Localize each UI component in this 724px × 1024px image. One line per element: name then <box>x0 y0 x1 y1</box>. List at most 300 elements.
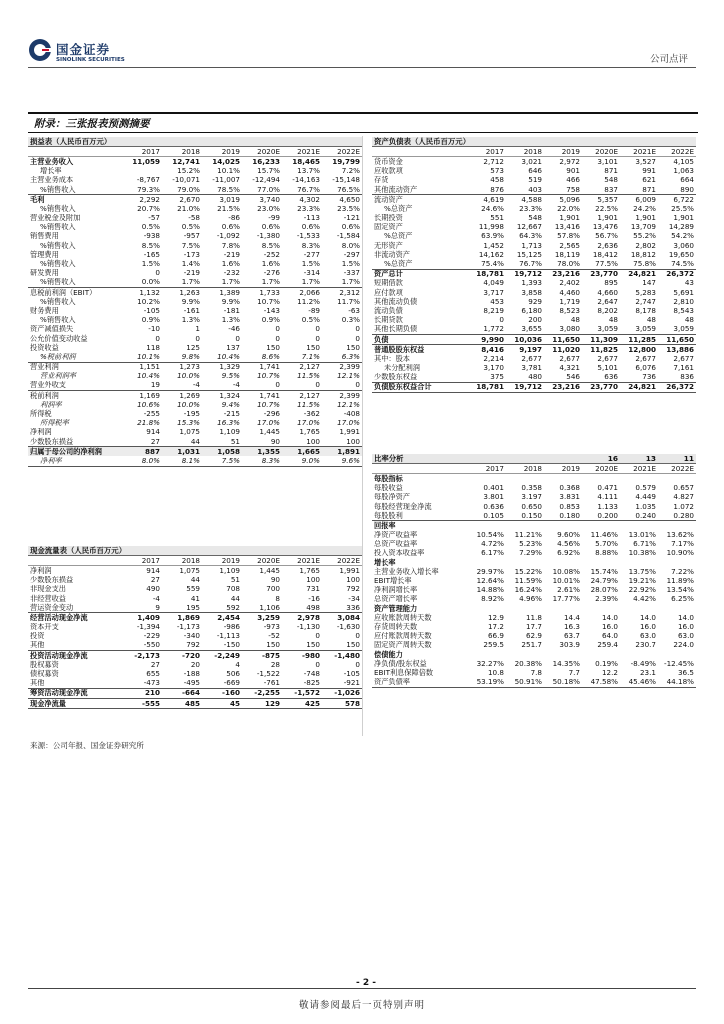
year-header: 2020E <box>242 147 282 157</box>
row-value: 19,712 <box>506 382 544 392</box>
row-label: 固定资产周转天数 <box>374 640 432 650</box>
row-value: 24,821 <box>620 382 658 392</box>
row-value <box>544 604 582 613</box>
row-value: 991 <box>642 166 656 176</box>
row-value: 118 <box>146 343 160 352</box>
row-label: %总资产 <box>384 231 413 241</box>
row-value: 7.22% <box>671 567 694 576</box>
row-value: 48 <box>646 315 656 325</box>
row-value: 100 <box>346 437 360 446</box>
table-row <box>372 195 696 205</box>
row-label: EBIT增长率 <box>374 576 412 586</box>
row-value: -12,494 <box>252 175 280 185</box>
row-value: 480 <box>528 372 542 382</box>
row-value: 1,901 <box>559 213 580 223</box>
row-value: -63 <box>348 306 360 315</box>
row-value: 62.9 <box>525 631 542 641</box>
row-value: 15.2% <box>177 166 200 176</box>
row-value: 1.7% <box>221 277 240 287</box>
row-value: 3,019 <box>202 195 242 205</box>
row-value: 8.0% <box>122 456 162 466</box>
row-value: 13,886 <box>658 345 696 355</box>
table-row <box>28 679 362 689</box>
row-label: 主营业务收入增长率 <box>374 567 439 576</box>
row-value: 3,717 <box>483 288 504 297</box>
footer-divider <box>28 988 696 989</box>
row-value: 1,991 <box>339 427 360 437</box>
row-value: 1.5% <box>301 259 320 269</box>
row-value: -121 <box>343 213 360 223</box>
header-extra-value <box>468 454 506 464</box>
row-value: 3,084 <box>322 613 362 623</box>
row-value: -15,148 <box>332 175 360 185</box>
row-value: 45.46% <box>620 678 658 688</box>
row-value: 4.96% <box>519 594 542 604</box>
table-row <box>372 214 696 223</box>
row-value: 636 <box>604 372 618 382</box>
row-label: 负债股东权益合计 <box>372 382 468 392</box>
table-row <box>372 622 696 631</box>
row-value: 548 <box>604 175 618 185</box>
row-value: 490 <box>146 584 160 594</box>
row-value: 1,452 <box>483 241 504 250</box>
row-value: 10.4% <box>137 371 160 381</box>
row-value: 13,476 <box>592 222 618 232</box>
row-label: 净资产收益率 <box>374 530 418 540</box>
row-value: 23,216 <box>544 382 582 392</box>
row-value: 23.5% <box>337 204 360 213</box>
ratio-analysis-table <box>372 454 696 688</box>
row-value: -219 <box>183 268 200 278</box>
row-value: 4,619 <box>468 195 506 205</box>
row-value: 8.88% <box>595 548 618 558</box>
year-header: 2022E <box>658 147 696 157</box>
table-row <box>372 595 696 604</box>
row-label: 存货 <box>374 175 389 185</box>
row-value: 4.827 <box>673 492 694 502</box>
row-value: -1,394 <box>136 622 160 632</box>
row-value: 3,059 <box>597 324 618 334</box>
row-value: 7.5% <box>202 456 242 466</box>
row-value: 63.7 <box>563 631 580 641</box>
row-label: 固定资产 <box>374 222 403 232</box>
row-value: -337 <box>343 268 360 278</box>
row-value: 2,802 <box>635 241 656 250</box>
row-label: 投资收益 <box>30 343 59 352</box>
row-value: 4,650 <box>322 195 362 205</box>
row-value: 3,060 <box>673 241 694 250</box>
row-value: -4 <box>152 593 160 603</box>
row-value: 22.5% <box>595 204 618 213</box>
row-value: 11,309 <box>582 334 620 344</box>
table-row <box>372 540 696 549</box>
row-value: 15,125 <box>516 250 542 259</box>
row-value: 7.29% <box>519 548 542 558</box>
row-value: 8,416 <box>468 345 506 355</box>
row-value: 14.0 <box>639 613 656 622</box>
row-value: 4,588 <box>506 195 544 205</box>
row-value <box>122 167 162 176</box>
row-value: -11,007 <box>212 175 240 185</box>
row-value: 9.8% <box>181 352 200 361</box>
row-value: 3,080 <box>559 324 580 334</box>
row-value: 0.180 <box>559 511 580 520</box>
row-value: 914 <box>146 427 160 437</box>
row-value: 150 <box>266 640 280 650</box>
row-value: 16.24% <box>514 585 542 595</box>
row-value: 578 <box>322 699 362 709</box>
row-label: 长期投资 <box>374 213 403 223</box>
source-note: 来源：公司年报、国金证券研究所 <box>30 741 144 750</box>
row-value: 10.8 <box>487 668 504 677</box>
row-value: 3,858 <box>521 288 542 297</box>
row-label: 净利率 <box>28 456 122 466</box>
row-value: 2.61% <box>557 585 580 595</box>
row-value: 17.77% <box>552 594 580 604</box>
row-value: 7.1% <box>301 352 320 361</box>
row-label: 其他长期负债 <box>374 324 418 334</box>
row-value: 6.17% <box>481 548 504 558</box>
row-value: -255 <box>143 409 160 419</box>
row-value: 18,781 <box>468 269 506 279</box>
row-value: 4,105 <box>673 156 694 166</box>
row-label: 其中：股本 <box>374 354 410 363</box>
row-value: 5.23% <box>519 539 542 549</box>
row-value: 9.9% <box>221 297 240 306</box>
row-value: -1,480 <box>322 651 362 661</box>
row-value: 19.21% <box>628 576 656 586</box>
row-label: 增长率 <box>374 558 396 567</box>
row-label: 应收账款周转天数 <box>374 613 432 622</box>
row-value: 0 <box>355 324 360 334</box>
table-row <box>28 651 362 661</box>
balance-sheet-table <box>372 137 696 393</box>
row-value: -105 <box>343 669 360 679</box>
row-value: 2,214 <box>483 354 504 363</box>
row-value: 0 <box>195 333 200 343</box>
row-label: 归属于母公司的净利润 <box>28 447 122 457</box>
row-value: 2,747 <box>635 297 656 306</box>
row-value: 3,259 <box>242 613 282 623</box>
row-value: -669 <box>223 678 240 688</box>
row-value: 11.5% <box>297 371 320 381</box>
row-value: 79.0% <box>177 184 200 194</box>
row-value <box>620 474 658 484</box>
row-value: 1,031 <box>162 447 202 457</box>
row-label: %销售收入 <box>40 315 76 325</box>
row-value: -664 <box>162 688 202 698</box>
row-value: 10.0% <box>177 400 200 409</box>
table-row <box>28 297 362 306</box>
row-label: EBIT利息保障倍数 <box>374 668 434 677</box>
table-row <box>372 678 696 688</box>
row-value: 50.91% <box>506 678 544 688</box>
row-value: 1,151 <box>122 362 162 372</box>
row-value: 12.64% <box>476 576 504 586</box>
row-value: 8.92% <box>481 594 504 604</box>
row-value <box>582 650 620 659</box>
row-value: 1,665 <box>282 447 322 457</box>
table-row <box>28 278 362 288</box>
row-value: -232 <box>223 268 240 278</box>
row-value: 9,197 <box>506 345 544 355</box>
row-value: 45 <box>202 699 242 709</box>
row-label: 所得税率 <box>40 418 69 428</box>
row-value <box>658 604 696 613</box>
table-title: 现金流量表（人民币百万元） <box>28 546 362 556</box>
row-value: 1,109 <box>219 565 240 575</box>
row-value: 0 <box>315 660 320 669</box>
row-value: 7.8 <box>530 668 542 677</box>
row-label: 回报率 <box>372 521 468 531</box>
row-value: 19 <box>150 380 160 390</box>
row-label: 应收款项 <box>374 166 403 176</box>
row-value: 12,667 <box>516 222 542 232</box>
row-value: 2,647 <box>597 297 618 306</box>
row-value: 7.7 <box>568 668 580 677</box>
table-row <box>28 325 362 334</box>
row-value: -8,767 <box>136 175 160 185</box>
year-header: 2019 <box>544 147 582 157</box>
row-value: 0.853 <box>559 501 580 511</box>
row-value: 20.7% <box>137 204 160 213</box>
row-value: 0.657 <box>673 483 694 493</box>
row-value: 9.60% <box>557 530 580 540</box>
row-value: 2,127 <box>282 391 322 401</box>
row-value: 1,445 <box>259 565 280 575</box>
row-value: -14,163 <box>292 175 320 185</box>
row-value: 11.7% <box>337 297 360 306</box>
row-value: 2,636 <box>597 241 618 250</box>
header-extra-value: 11 <box>658 454 696 464</box>
row-value: 1.3% <box>181 315 200 325</box>
row-value: 1,713 <box>521 241 542 250</box>
row-value: 27 <box>150 437 160 446</box>
row-value: 7.2% <box>341 166 360 176</box>
row-label: 非流动资产 <box>374 250 410 259</box>
row-value <box>544 558 582 567</box>
row-value: 0 <box>155 268 160 278</box>
row-value: 17.7 <box>525 622 542 631</box>
table-row <box>372 167 696 176</box>
row-value: 23.3% <box>519 204 542 213</box>
header-extra-value: 16 <box>582 454 620 464</box>
year-header-spacer <box>28 556 122 566</box>
row-value: -986 <box>223 622 240 632</box>
page-number: - 2 - <box>352 978 380 988</box>
table-row <box>372 288 696 297</box>
row-value: 6.3% <box>341 352 360 361</box>
year-header: 2020E <box>582 147 620 157</box>
table-row <box>372 306 696 315</box>
table-row <box>28 232 362 241</box>
row-value <box>582 521 620 531</box>
row-value: -252 <box>263 250 280 259</box>
row-value: 0.9% <box>261 315 280 325</box>
table-row <box>372 567 696 576</box>
row-value: 2,712 <box>483 156 504 166</box>
row-value: 9.6% <box>322 456 362 466</box>
row-value: 9.9% <box>181 297 200 306</box>
year-header: 2018 <box>506 147 544 157</box>
row-value: 621 <box>642 175 656 185</box>
row-label: 资产减值损失 <box>30 324 74 334</box>
row-value: 8.1% <box>162 456 202 466</box>
row-value: -99 <box>268 213 280 223</box>
row-value: 48 <box>684 315 694 325</box>
row-value: 100 <box>346 575 360 585</box>
row-value: 48 <box>608 315 618 325</box>
year-header-spacer <box>372 464 468 474</box>
table-row <box>372 297 696 306</box>
row-value: 8 <box>275 593 280 603</box>
row-value: 1.7% <box>181 277 200 287</box>
row-value: 664 <box>680 175 694 185</box>
row-value: 53.19% <box>468 678 506 688</box>
table-row <box>372 474 696 484</box>
table-row <box>372 334 696 344</box>
row-value: 8,202 <box>597 306 618 315</box>
year-header: 2021E <box>282 147 322 157</box>
row-value: -46 <box>228 324 240 334</box>
row-value: 23.3% <box>297 204 320 213</box>
row-value: 1,106 <box>259 603 280 612</box>
row-value: 731 <box>306 584 320 594</box>
row-value <box>658 474 696 484</box>
row-value: 1,169 <box>122 391 162 401</box>
row-value: 3,021 <box>521 156 542 166</box>
row-value: 8.5% <box>141 241 160 250</box>
row-value: 1,741 <box>242 391 282 401</box>
row-value: 16.0 <box>639 622 656 631</box>
row-value: 0.579 <box>635 483 656 493</box>
row-label: 每股净资产 <box>374 492 410 502</box>
row-value: -957 <box>183 231 200 241</box>
row-label: 每股经营现金净流 <box>374 501 432 511</box>
header-extra-value <box>544 454 582 464</box>
row-value: 1.6% <box>261 259 280 269</box>
table-row <box>28 437 362 447</box>
row-value: 2,454 <box>202 613 242 623</box>
row-value: 887 <box>122 447 162 457</box>
table-row <box>28 623 362 632</box>
table-row <box>372 521 696 531</box>
row-value: 17.2 <box>487 622 504 631</box>
table-row <box>28 288 362 298</box>
row-label: 资产管理能力 <box>374 604 418 613</box>
table-row <box>28 400 362 409</box>
table-row <box>372 613 696 622</box>
row-value: 1,269 <box>162 391 202 401</box>
row-value: 23,216 <box>544 269 582 279</box>
row-value: 11,825 <box>582 345 620 355</box>
row-value: 18,119 <box>554 250 580 259</box>
year-header: 2019 <box>202 556 242 566</box>
table-row <box>28 594 362 603</box>
table-row <box>28 157 362 167</box>
row-value: 1.133 <box>597 501 618 511</box>
table-row <box>372 364 696 373</box>
row-value: 1,733 <box>242 288 282 298</box>
row-value: 700 <box>266 584 280 594</box>
row-value: 1.072 <box>673 501 694 511</box>
row-label: %销售收入 <box>40 204 76 213</box>
row-value: 21.8% <box>137 418 160 428</box>
year-header: 2021E <box>282 556 322 566</box>
row-value: 3,781 <box>521 363 542 373</box>
table-row <box>28 419 362 428</box>
row-value: 0 <box>315 333 320 343</box>
row-value: 11,650 <box>544 334 582 344</box>
row-value: 736 <box>642 372 656 382</box>
year-header: 2021E <box>620 147 658 157</box>
row-label: 偿债能力 <box>374 649 403 659</box>
row-label: 资本开支 <box>30 622 59 632</box>
year-header-row <box>372 147 696 157</box>
row-value: 11.21% <box>514 530 542 540</box>
table-title-row <box>372 454 696 464</box>
row-value: 75.4% <box>481 259 504 269</box>
row-value: 14.35% <box>552 659 580 668</box>
row-value: 0.6% <box>301 222 320 232</box>
table-row <box>28 381 362 391</box>
row-value: 303.9 <box>559 640 580 650</box>
table-row <box>28 306 362 315</box>
row-label: 利润率 <box>40 400 62 409</box>
row-label: 财务费用 <box>30 306 59 315</box>
table-row <box>372 373 696 383</box>
row-label: 其他流动资产 <box>374 184 418 194</box>
row-value: 44 <box>230 593 240 603</box>
row-value: 1,109 <box>219 427 240 437</box>
row-value: 929 <box>528 297 542 306</box>
row-value: 11.89% <box>666 576 694 586</box>
row-value: 10.0% <box>177 371 200 381</box>
table-row <box>28 214 362 223</box>
year-header-spacer <box>372 147 468 157</box>
row-value: 3,170 <box>483 363 504 373</box>
row-value: 24,821 <box>620 269 658 279</box>
table-row <box>372 511 696 521</box>
row-label: 营业外收支 <box>30 380 66 390</box>
row-value: 18,781 <box>468 382 506 392</box>
row-value: 10,036 <box>506 334 544 344</box>
row-value: 150 <box>306 343 320 352</box>
year-header: 2018 <box>506 464 544 474</box>
row-label: 主营业务成本 <box>30 175 74 185</box>
row-value: 10.08% <box>552 567 580 576</box>
row-label: 投资活动现金净流 <box>28 651 122 661</box>
row-value: 1.7% <box>341 277 360 287</box>
row-value: -550 <box>143 640 160 650</box>
row-value: 57.8% <box>557 231 580 241</box>
row-value: 0.368 <box>559 483 580 493</box>
table-row <box>372 176 696 185</box>
row-value: 0.5% <box>181 222 200 232</box>
row-value: 4,460 <box>559 288 580 297</box>
table-row <box>372 157 696 167</box>
table-title-row <box>28 546 362 556</box>
row-value: -10 <box>148 324 160 334</box>
table-row <box>28 223 362 232</box>
row-value: -160 <box>202 688 242 698</box>
table-row <box>372 250 696 259</box>
table-row <box>372 531 696 540</box>
row-label: 主营业务收入 <box>30 156 74 166</box>
row-value: 8,523 <box>559 306 580 315</box>
table-row <box>28 603 362 613</box>
row-value: -1,026 <box>322 688 362 698</box>
